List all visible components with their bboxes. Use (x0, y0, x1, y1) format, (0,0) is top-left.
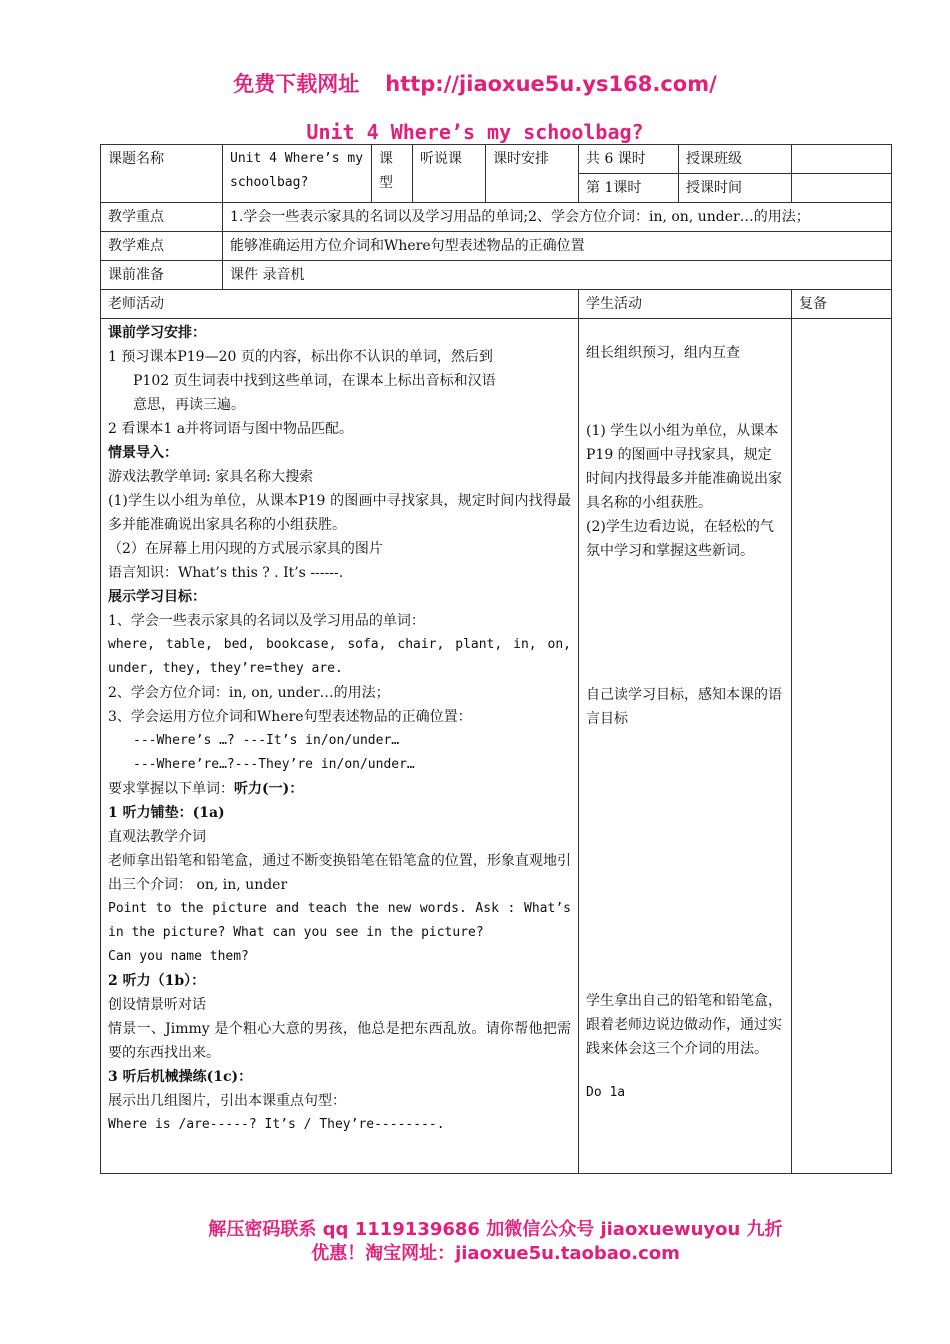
preposition-method: 直观法教学介词 (108, 829, 206, 845)
lesson-plan-table (100, 144, 892, 1174)
pre-class-item-1a: 1 预习课本P19—20 页的内容，标出你不认识的单词，然后到 (108, 349, 493, 365)
student-step-3: (2)学生边看边说，在轻松的气氛中学习和掌握这些新词。 (586, 519, 774, 559)
current-hour: 第 1课时 (579, 174, 679, 203)
type-value: 听说课 (413, 145, 486, 203)
focus-label: 教学重点 (101, 203, 223, 232)
table-row (101, 319, 892, 1174)
student-step-4: 自己读学习目标，感知本课的语言目标 (586, 687, 782, 727)
review-cell (792, 319, 892, 1174)
table-row (101, 145, 892, 174)
listening-1b-heading: 2 听力（1b）： (108, 973, 206, 989)
objective-1: 1、学会一些表示家具的名词以及学习用品的单词： (108, 613, 425, 629)
review-header: 复备 (792, 290, 892, 319)
download-url-link[interactable]: http://jiaoxue5u.ys168.com/ (385, 72, 717, 96)
pre-class-heading: 课前学习安排： (108, 325, 206, 341)
name-them-question: Can you name them? (108, 949, 249, 964)
difficulty-value: 能够准确运用方位介词和Where句型表述物品的正确位置 (223, 232, 892, 261)
table-row (101, 261, 892, 290)
spacer (586, 731, 784, 989)
objectives-heading: 展示学习目标： (108, 589, 206, 605)
drill-1c-heading: 3 听后机械操练(1c)： (108, 1069, 253, 1085)
pre-class-item-2: 2 看课本1 a并将词语与图中物品匹配。 (108, 421, 354, 437)
requirement-line (108, 777, 571, 801)
prep-value: 课件 录音机 (223, 261, 892, 290)
time-value (792, 174, 892, 203)
page-title: Unit 4 Where’s my schoolbag? (306, 120, 644, 144)
key-sentence-pattern: Where is /are-----? It’s / They’re--------. (108, 1117, 445, 1132)
course-name-value: Unit 4 Where’s my schoolbag? (223, 145, 372, 203)
time-label: 授课时间 (679, 174, 792, 203)
teacher-activity-header: 老师活动 (101, 290, 579, 319)
teacher-activity-cell (101, 319, 579, 1174)
spacer (586, 563, 784, 683)
listening-prep-heading: 1 听力铺垫：(1a) (108, 805, 225, 821)
spacer (586, 1061, 784, 1081)
dialogue-setup: 创设情景听对话 (108, 997, 206, 1013)
difficulty-label: 教学难点 (101, 232, 223, 261)
schedule-label: 课时安排 (486, 145, 579, 203)
pre-class-item-1c: 意思，再读三遍。 (133, 397, 245, 413)
class-value (792, 145, 892, 174)
student-step-2: (1) 学生以小组为单位，从课本P19 的图画中寻找家具，规定时间内找得最多并能准确说出家具名称的小组获胜。 (586, 423, 782, 511)
table-row (101, 290, 892, 319)
student-activity-header: 学生活动 (579, 290, 792, 319)
footer-contact (100, 1218, 891, 1266)
game-step-2: （2）在屏幕上用闪现的方式展示家具的图片 (108, 541, 383, 557)
game-step-1: (1)学生以小组为单位，从课本P19 的图画中寻找家具，规定时间内找得最多并能准确说出家具名称的小组获胜。 (108, 493, 571, 533)
course-name-label: 课题名称 (101, 145, 223, 203)
objective-2: 2、学会方位介词：in, on, under…的用法； (108, 685, 390, 701)
type-label: 课型 (372, 145, 413, 203)
scenario-one: 情景一、Jimmy 是个粗心大意的男孩，他总是把东西乱放。请你帮他把需要的东西找出来。 (108, 1021, 571, 1061)
requirement-text: 要求掌握以下单词： (108, 781, 234, 797)
drill-intro: 展示出几组图片，引出本课重点句型： (108, 1093, 346, 1109)
student-step-6: Do 1a (586, 1085, 626, 1100)
pattern-plural: ---Where’re…?---They’re in/on/under… (133, 757, 415, 772)
download-header (0, 68, 950, 98)
class-label: 授课班级 (679, 145, 792, 174)
scenario-heading: 情景导入： (108, 445, 178, 461)
pre-class-item-1b: P102 页生词表中找到这些单词，在课本上标出音标和汉语 (133, 373, 496, 389)
language-knowledge: 语言知识：What’s this ? . It’s ------. (108, 565, 344, 581)
game-method: 游戏法教学单词: 家具名称大搜索 (108, 469, 314, 485)
vocabulary-list: where, table, bed, bookcase, sofa, chair, plant, in, on, under, they, they’re=they are. (108, 637, 571, 676)
objective-3: 3、学会运用方位介词和Where句型表述物品的正确位置： (108, 709, 472, 725)
prep-label: 课前准备 (101, 261, 223, 290)
focus-value: 1.学会一些表示家具的名词以及学习用品的单词;2、学会方位介词：in, on, under…的用法； (223, 203, 892, 232)
table-row (101, 203, 892, 232)
footer-line-2[interactable]: 优惠！淘宝网址：jiaoxue5u.taobao.com (311, 1243, 680, 1264)
student-step-5: 学生拿出自己的铅笔和铅笔盒，跟着老师边说边做动作，通过实践来体会这三个介词的用法。 (586, 993, 782, 1057)
total-hours: 共 6 课时 (579, 145, 679, 174)
spacer (586, 365, 784, 419)
preposition-demo: 老师拿出铅笔和铅笔盒，通过不断变换铅笔在铅笔盒的位置，形象直观地引出三个介词： on, in, under (108, 853, 571, 893)
listening-one-heading: 听力(一)： (234, 781, 304, 797)
student-step-1: 组长组织预习，组内互查 (586, 345, 740, 361)
download-label: 免费下载网址 (233, 72, 360, 96)
picture-questions: Point to the picture and teach the new words. Ask : What’s in the picture? What can you see in the picture? (108, 901, 571, 940)
table-row (101, 232, 892, 261)
footer-line-1: 解压密码联系 qq 1119139686 加微信公众号 jiaoxuewuyou 九折 (208, 1219, 783, 1240)
pattern-singular: ---Where’s …? ---It’s in/on/under… (133, 733, 400, 748)
spacer (586, 321, 784, 341)
student-activity-cell (579, 319, 792, 1174)
